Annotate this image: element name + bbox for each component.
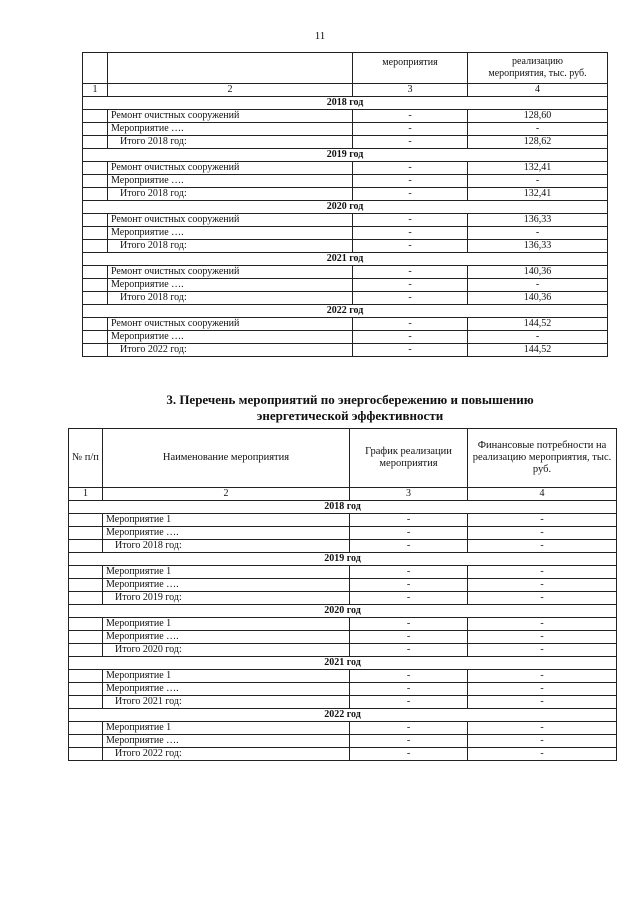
year-heading: 2022 год xyxy=(69,709,617,722)
table-row xyxy=(69,514,617,527)
row-name: Мероприятие 1 xyxy=(103,722,350,735)
section-title-line2: энергетической эффективности xyxy=(256,408,444,423)
row-schedule: - xyxy=(353,344,468,357)
row-amount: 140,36 xyxy=(468,292,608,305)
table-header-row xyxy=(69,429,617,488)
year-row xyxy=(83,149,608,162)
row-name: Мероприятие …. xyxy=(108,279,353,292)
header-finance: Финансовые потребности на реализацию мероприятия, тыс. руб. xyxy=(468,429,617,488)
row-name: Мероприятие …. xyxy=(103,735,350,748)
row-total-label: Итого 2018 год: xyxy=(108,292,353,305)
row-name: Мероприятие 1 xyxy=(103,566,350,579)
row-amount: 136,33 xyxy=(468,240,608,253)
row-amount: - xyxy=(468,514,617,527)
row-name: Мероприятие …. xyxy=(103,527,350,540)
row-amount: - xyxy=(468,618,617,631)
table-row xyxy=(69,579,617,592)
table-row xyxy=(83,136,608,149)
row-number-cell xyxy=(83,110,108,123)
row-number-cell xyxy=(83,344,108,357)
col-number: 4 xyxy=(468,84,608,97)
row-number-cell xyxy=(83,318,108,331)
table-row xyxy=(69,722,617,735)
year-heading: 2019 год xyxy=(83,149,608,162)
row-number-cell xyxy=(69,696,103,709)
row-schedule: - xyxy=(353,318,468,331)
year-heading: 2020 год xyxy=(69,605,617,618)
year-row xyxy=(83,97,608,110)
row-number-cell xyxy=(83,266,108,279)
row-total-label: Итого 2018 год: xyxy=(103,540,350,553)
row-amount: - xyxy=(468,566,617,579)
row-schedule: - xyxy=(350,514,468,527)
year-row xyxy=(69,605,617,618)
row-amount: 128,60 xyxy=(468,110,608,123)
row-schedule: - xyxy=(350,722,468,735)
year-heading: 2018 год xyxy=(83,97,608,110)
row-schedule: - xyxy=(350,748,468,761)
row-schedule: - xyxy=(350,683,468,696)
row-number-cell xyxy=(69,748,103,761)
row-name: Ремонт очистных сооружений xyxy=(108,162,353,175)
col-number: 3 xyxy=(350,488,468,501)
row-amount: - xyxy=(468,644,617,657)
header-cell-empty xyxy=(83,53,108,84)
year-row xyxy=(83,305,608,318)
row-number-cell xyxy=(83,175,108,188)
row-total-label: Итого 2018 год: xyxy=(108,136,353,149)
row-name: Мероприятие …. xyxy=(108,331,353,344)
row-amount: - xyxy=(468,279,608,292)
row-total-label: Итого 2022 год: xyxy=(103,748,350,761)
row-amount: 132,41 xyxy=(468,162,608,175)
row-amount: - xyxy=(468,722,617,735)
row-number-cell xyxy=(69,618,103,631)
row-schedule: - xyxy=(353,175,468,188)
table-row xyxy=(69,527,617,540)
row-schedule: - xyxy=(353,136,468,149)
row-name: Мероприятие …. xyxy=(108,123,353,136)
header-finance-line1: реализацию xyxy=(512,56,563,67)
row-name: Мероприятие 1 xyxy=(103,618,350,631)
row-total-label: Итого 2022 год: xyxy=(108,344,353,357)
row-number-cell xyxy=(83,188,108,201)
row-schedule: - xyxy=(350,592,468,605)
row-schedule: - xyxy=(353,123,468,136)
year-heading: 2021 год xyxy=(83,253,608,266)
row-amount: - xyxy=(468,631,617,644)
table-row xyxy=(69,735,617,748)
row-number-cell xyxy=(83,123,108,136)
row-amount: - xyxy=(468,331,608,344)
row-number-cell xyxy=(83,331,108,344)
row-amount: 140,36 xyxy=(468,266,608,279)
row-amount: - xyxy=(468,592,617,605)
table-row xyxy=(69,592,617,605)
row-schedule: - xyxy=(353,214,468,227)
year-row xyxy=(83,253,608,266)
table-row xyxy=(69,748,617,761)
column-number-row xyxy=(69,488,617,501)
row-amount: 136,33 xyxy=(468,214,608,227)
year-row xyxy=(69,501,617,514)
row-schedule: - xyxy=(350,579,468,592)
row-amount: - xyxy=(468,696,617,709)
row-schedule: - xyxy=(350,540,468,553)
header-name: Наименование мероприятия xyxy=(103,429,350,488)
table-header-row xyxy=(83,53,608,84)
row-number-cell xyxy=(69,644,103,657)
row-number-cell xyxy=(69,540,103,553)
header-finance-line2: мероприятия, тыс. руб. xyxy=(488,68,587,79)
row-schedule: - xyxy=(350,566,468,579)
row-name: Мероприятие …. xyxy=(108,175,353,188)
row-number-cell xyxy=(69,735,103,748)
col-number: 1 xyxy=(83,84,108,97)
row-amount: 144,52 xyxy=(468,318,608,331)
row-schedule: - xyxy=(353,331,468,344)
table-row xyxy=(83,331,608,344)
header-finance xyxy=(468,53,608,84)
row-number-cell xyxy=(83,136,108,149)
row-number-cell xyxy=(83,227,108,240)
table-row xyxy=(83,344,608,357)
col-number: 3 xyxy=(353,84,468,97)
header-schedule: мероприятия xyxy=(353,53,468,84)
row-name: Мероприятие 1 xyxy=(103,670,350,683)
row-number-cell xyxy=(69,514,103,527)
row-name: Ремонт очистных сооружений xyxy=(108,214,353,227)
row-amount: 132,41 xyxy=(468,188,608,201)
table-row xyxy=(69,696,617,709)
row-amount: - xyxy=(468,683,617,696)
row-name: Ремонт очистных сооружений xyxy=(108,266,353,279)
table-row xyxy=(83,227,608,240)
year-row xyxy=(83,201,608,214)
row-schedule: - xyxy=(350,670,468,683)
column-number-row xyxy=(83,84,608,97)
row-amount: - xyxy=(468,227,608,240)
year-row xyxy=(69,657,617,670)
row-name: Мероприятие …. xyxy=(103,631,350,644)
table-continuation xyxy=(82,52,608,357)
row-schedule: - xyxy=(350,527,468,540)
row-amount: - xyxy=(468,670,617,683)
row-number-cell xyxy=(69,566,103,579)
row-amount: - xyxy=(468,748,617,761)
row-schedule: - xyxy=(350,735,468,748)
year-heading: 2021 год xyxy=(69,657,617,670)
col-number: 4 xyxy=(468,488,617,501)
row-schedule: - xyxy=(353,266,468,279)
row-schedule: - xyxy=(350,644,468,657)
row-schedule: - xyxy=(353,279,468,292)
row-amount: 144,52 xyxy=(468,344,608,357)
year-heading: 2022 год xyxy=(83,305,608,318)
row-amount: - xyxy=(468,579,617,592)
row-number-cell xyxy=(69,527,103,540)
row-number-cell xyxy=(83,279,108,292)
header-cell-empty xyxy=(108,53,353,84)
table-row xyxy=(83,175,608,188)
row-number-cell xyxy=(83,214,108,227)
col-number: 1 xyxy=(69,488,103,501)
row-schedule: - xyxy=(353,227,468,240)
year-row xyxy=(69,553,617,566)
table-row xyxy=(83,318,608,331)
section-title-line1: 3. Перечень мероприятий по энергосбережению и повышению xyxy=(166,392,534,407)
header-schedule: График реализации мероприятия xyxy=(350,429,468,488)
table-row xyxy=(83,162,608,175)
col-number: 2 xyxy=(103,488,350,501)
table-row xyxy=(83,240,608,253)
row-schedule: - xyxy=(353,188,468,201)
table-row xyxy=(69,683,617,696)
table-row xyxy=(83,292,608,305)
row-name: Мероприятие 1 xyxy=(103,514,350,527)
row-amount: - xyxy=(468,123,608,136)
table-row xyxy=(83,110,608,123)
row-number-cell xyxy=(83,162,108,175)
row-amount: 128,62 xyxy=(468,136,608,149)
row-total-label: Итого 2021 год: xyxy=(103,696,350,709)
table-energy-saving xyxy=(68,428,617,761)
col-number: 2 xyxy=(108,84,353,97)
year-heading: 2019 год xyxy=(69,553,617,566)
row-schedule: - xyxy=(350,631,468,644)
row-schedule: - xyxy=(350,696,468,709)
table-row xyxy=(69,566,617,579)
year-row xyxy=(69,709,617,722)
row-number-cell xyxy=(69,722,103,735)
year-heading: 2020 год xyxy=(83,201,608,214)
row-name: Мероприятие …. xyxy=(103,683,350,696)
row-schedule: - xyxy=(353,292,468,305)
row-schedule: - xyxy=(353,110,468,123)
row-name: Ремонт очистных сооружений xyxy=(108,110,353,123)
header-number: № п/п xyxy=(69,429,103,488)
row-name: Мероприятие …. xyxy=(108,227,353,240)
row-schedule: - xyxy=(350,618,468,631)
table-row xyxy=(69,670,617,683)
table-row xyxy=(83,266,608,279)
row-number-cell xyxy=(69,592,103,605)
table-row xyxy=(83,188,608,201)
row-number-cell xyxy=(69,631,103,644)
row-total-label: Итого 2018 год: xyxy=(108,188,353,201)
table-row xyxy=(83,214,608,227)
row-number-cell xyxy=(69,579,103,592)
table-row xyxy=(83,279,608,292)
year-heading: 2018 год xyxy=(69,501,617,514)
row-amount: - xyxy=(468,735,617,748)
table-row xyxy=(83,123,608,136)
row-amount: - xyxy=(468,527,617,540)
row-amount: - xyxy=(468,175,608,188)
table-row xyxy=(69,631,617,644)
row-number-cell xyxy=(83,292,108,305)
row-schedule: - xyxy=(353,240,468,253)
row-schedule: - xyxy=(353,162,468,175)
row-total-label: Итого 2018 год: xyxy=(108,240,353,253)
page-number: 11 xyxy=(314,30,326,42)
row-amount: - xyxy=(468,540,617,553)
row-number-cell xyxy=(69,670,103,683)
table-row xyxy=(69,618,617,631)
row-name: Ремонт очистных сооружений xyxy=(108,318,353,331)
table-row xyxy=(69,644,617,657)
table-row xyxy=(69,540,617,553)
row-total-label: Итого 2019 год: xyxy=(103,592,350,605)
row-number-cell xyxy=(69,683,103,696)
row-number-cell xyxy=(83,240,108,253)
row-name: Мероприятие …. xyxy=(103,579,350,592)
row-total-label: Итого 2020 год: xyxy=(103,644,350,657)
